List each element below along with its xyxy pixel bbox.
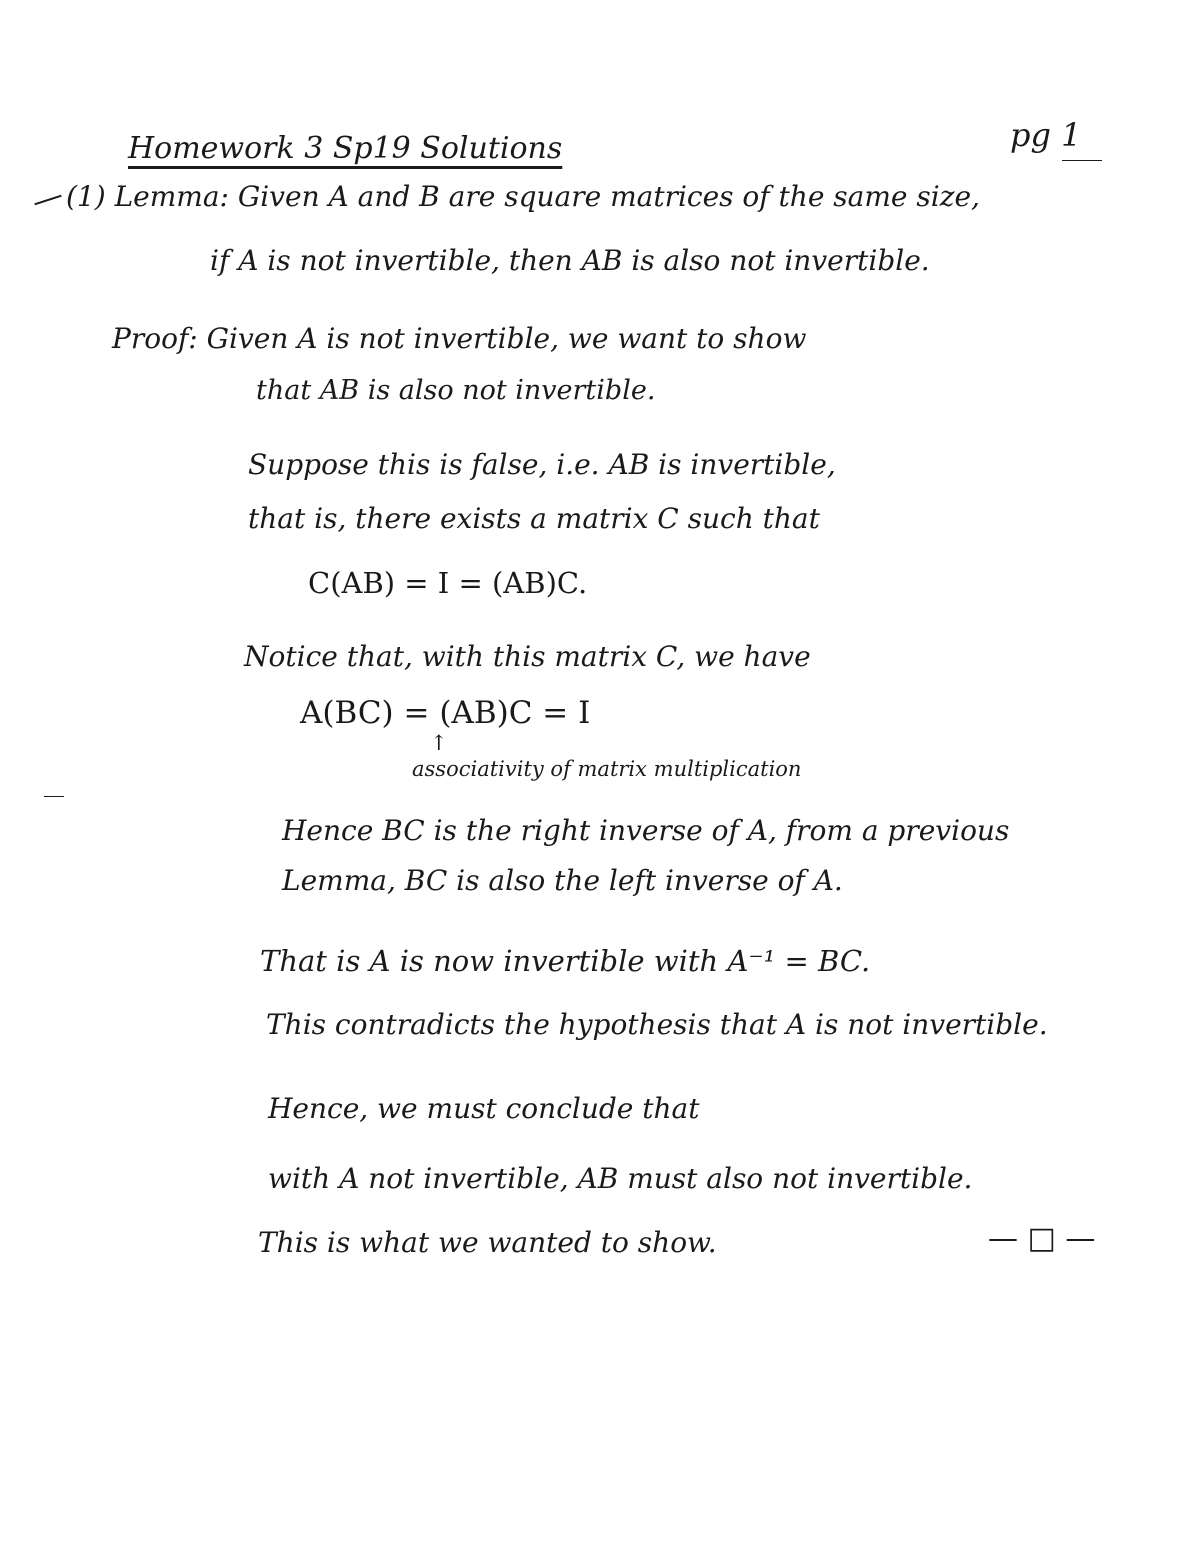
proof-line-7: Lemma, BC is also the left inverse of A. [282, 864, 843, 897]
margin-mark-top [34, 195, 61, 206]
page-number-dash [1062, 160, 1102, 161]
proof-line-2: that AB is also not invertible. [256, 375, 656, 406]
page-number: pg 1 [1010, 116, 1082, 154]
annotation-arrow: ↑ [430, 731, 448, 755]
proof-line-9: This contradicts the hypothesis that A is not invertible. [266, 1008, 1048, 1041]
proof-line-3: Suppose this is false, i.e. AB is invertible, [248, 448, 836, 481]
lemma-line-2: if A is not invertible, then AB is also not invertible. [210, 244, 930, 277]
proof-line-6: Hence BC is the right inverse of A, from a previous [282, 814, 1010, 847]
page-title: Homework 3 Sp19 Solutions [128, 131, 563, 166]
proof-line-1: Proof: Given A is not invertible, we want to show [112, 322, 807, 355]
proof-line-4: that is, there exists a matrix C such that [248, 502, 820, 535]
associativity-annotation: associativity of matrix multiplication [412, 757, 802, 781]
equation-1: C(AB) = I = (AB)C. [308, 566, 588, 600]
proof-line-5: Notice that, with this matrix C, we have [244, 640, 811, 673]
margin-mark-middle [44, 796, 64, 797]
lemma-line-1: (1) Lemma: Given A and B are square matrices of the same size, [66, 180, 980, 213]
proof-line-11: with A not invertible, AB must also not invertible. [268, 1162, 973, 1195]
proof-line-8: That is A is now invertible with A⁻¹ = BC. [260, 944, 871, 978]
equation-2: A(BC) = (AB)C = I [300, 695, 591, 731]
proof-line-10: Hence, we must conclude that [268, 1092, 700, 1125]
qed-mark: — □ — [988, 1221, 1096, 1256]
proof-line-12: This is what we wanted to show. [258, 1226, 717, 1259]
